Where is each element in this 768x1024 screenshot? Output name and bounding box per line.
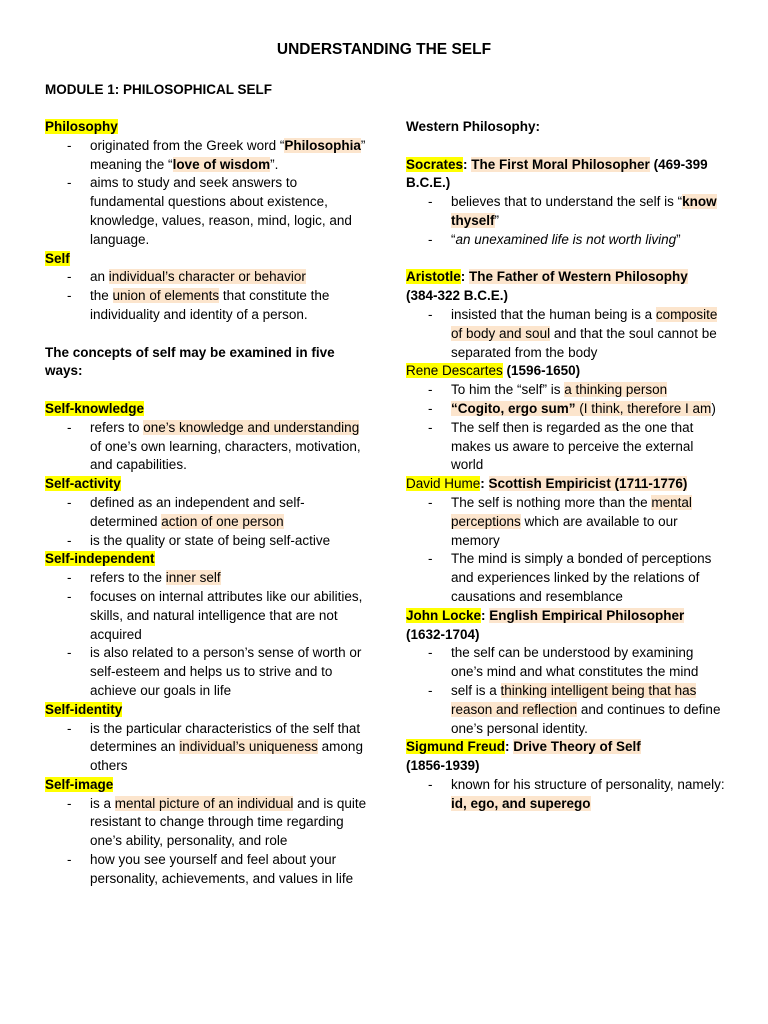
locke-list xyxy=(406,644,728,738)
self-independent-heading: Self-independent xyxy=(45,551,155,567)
aristotle-list xyxy=(406,306,728,362)
list-item: - refers to the inner self xyxy=(45,569,367,588)
list-item: - refers to one’s knowledge and understanding of one’s own learning, characters, motivation, and capabilities. xyxy=(45,419,367,475)
list-item: - is the particular characteristics of the self that determines an individual’s uniqueness among others xyxy=(45,720,367,776)
list-item: - believes that to understand the self is “know thyself” xyxy=(406,193,728,231)
right-column xyxy=(406,118,728,813)
philosophy-heading: Philosophy xyxy=(45,119,118,134)
western-philosophy-heading: Western Philosophy: xyxy=(406,119,541,134)
left-column xyxy=(45,118,367,889)
self-independent-list xyxy=(45,569,367,701)
list-item: - known for his structure of personality, namely: id, ego, and superego xyxy=(406,776,728,814)
list-item: - “an unexamined life is not worth living” xyxy=(406,231,728,250)
list-item: - defined as an independent and self-determined action of one person xyxy=(45,494,367,532)
descartes-list xyxy=(406,381,728,475)
self-knowledge-heading: Self-knowledge xyxy=(45,400,145,416)
concepts-heading: The concepts of self may be examined in five ways: xyxy=(45,344,335,379)
philosophy-list xyxy=(45,137,367,250)
freud-list xyxy=(406,776,728,814)
self-activity-list xyxy=(45,494,367,550)
page-title: UNDERSTANDING THE SELF xyxy=(276,41,492,58)
socrates-heading: Socrates: The First Moral Philosopher (469-399 B.C.E.) xyxy=(406,156,708,191)
list-item: - To him the “self” is a thinking person xyxy=(406,381,728,400)
self-identity-list xyxy=(45,720,367,776)
list-item: - how you see yourself and feel about your personality, achievements, and values in life xyxy=(45,851,367,889)
list-item: - focuses on internal attributes like our abilities, skills, and natural intelligence that are not acquired xyxy=(45,588,367,644)
list-item: - The self then is regarded as the one that makes us aware to perceive the external world xyxy=(406,419,728,475)
self-activity-heading: Self-activity xyxy=(45,476,121,492)
self-knowledge-list xyxy=(45,419,367,475)
self-identity-heading: Self-identity xyxy=(45,701,123,717)
module-title: MODULE 1: PHILOSOPHICAL SELF xyxy=(45,82,273,97)
list-item: - aims to study and seek answers to fundamental questions about existence, knowledge, values, reason, mind, logic, and language. xyxy=(45,174,367,249)
list-item: - “Cogito, ergo sum” (I think, therefore I am) xyxy=(406,400,728,419)
socrates-list xyxy=(406,193,728,249)
list-item: - insisted that the human being is a composite of body and soul and that the soul cannot be separated from the body xyxy=(406,306,728,362)
self-image-heading: Self-image xyxy=(45,776,114,792)
aristotle-heading: Aristotle: The Father of Western Philosophy (384-322 B.C.E.) xyxy=(406,269,688,304)
self-list xyxy=(45,268,367,324)
list-item: - The mind is simply a bonded of perceptions and experiences linked by the relations of causations and resemblance xyxy=(406,550,728,606)
hume-list xyxy=(406,494,728,607)
list-item: - the union of elements that constitute the individuality and identity of a person. xyxy=(45,287,367,325)
freud-heading: Sigmund Freud: Drive Theory of Self (1856-1939) xyxy=(406,739,641,774)
list-item: - is a mental picture of an individual and is quite resistant to change through time regarding one’s ability, personality, and role xyxy=(45,795,367,851)
self-heading: Self xyxy=(45,250,70,266)
hume-heading: David Hume: Scottish Empiricist (1711-1776) xyxy=(406,476,688,492)
list-item: - self is a thinking intelligent being that has reason and reflection and continues to define one’s personal identity. xyxy=(406,682,728,738)
list-item: - the self can be understood by examining one’s mind and what constitutes the mind xyxy=(406,644,728,682)
list-item: - is the quality or state of being self-active xyxy=(45,532,367,551)
locke-heading: John Locke: English Empirical Philosopher (1632-1704) xyxy=(406,607,685,642)
descartes-heading: Rene Descartes (1596-1650) xyxy=(406,363,581,379)
self-image-list xyxy=(45,795,367,889)
list-item: - is also related to a person’s sense of worth or self-esteem and helps us to strive and to achieve our goals in life xyxy=(45,644,367,700)
list-item: - an individual’s character or behavior xyxy=(45,268,367,287)
list-item: - originated from the Greek word “Philosophia” meaning the “love of wisdom”. xyxy=(45,137,367,175)
list-item: - The self is nothing more than the mental perceptions which are available to our memory xyxy=(406,494,728,550)
